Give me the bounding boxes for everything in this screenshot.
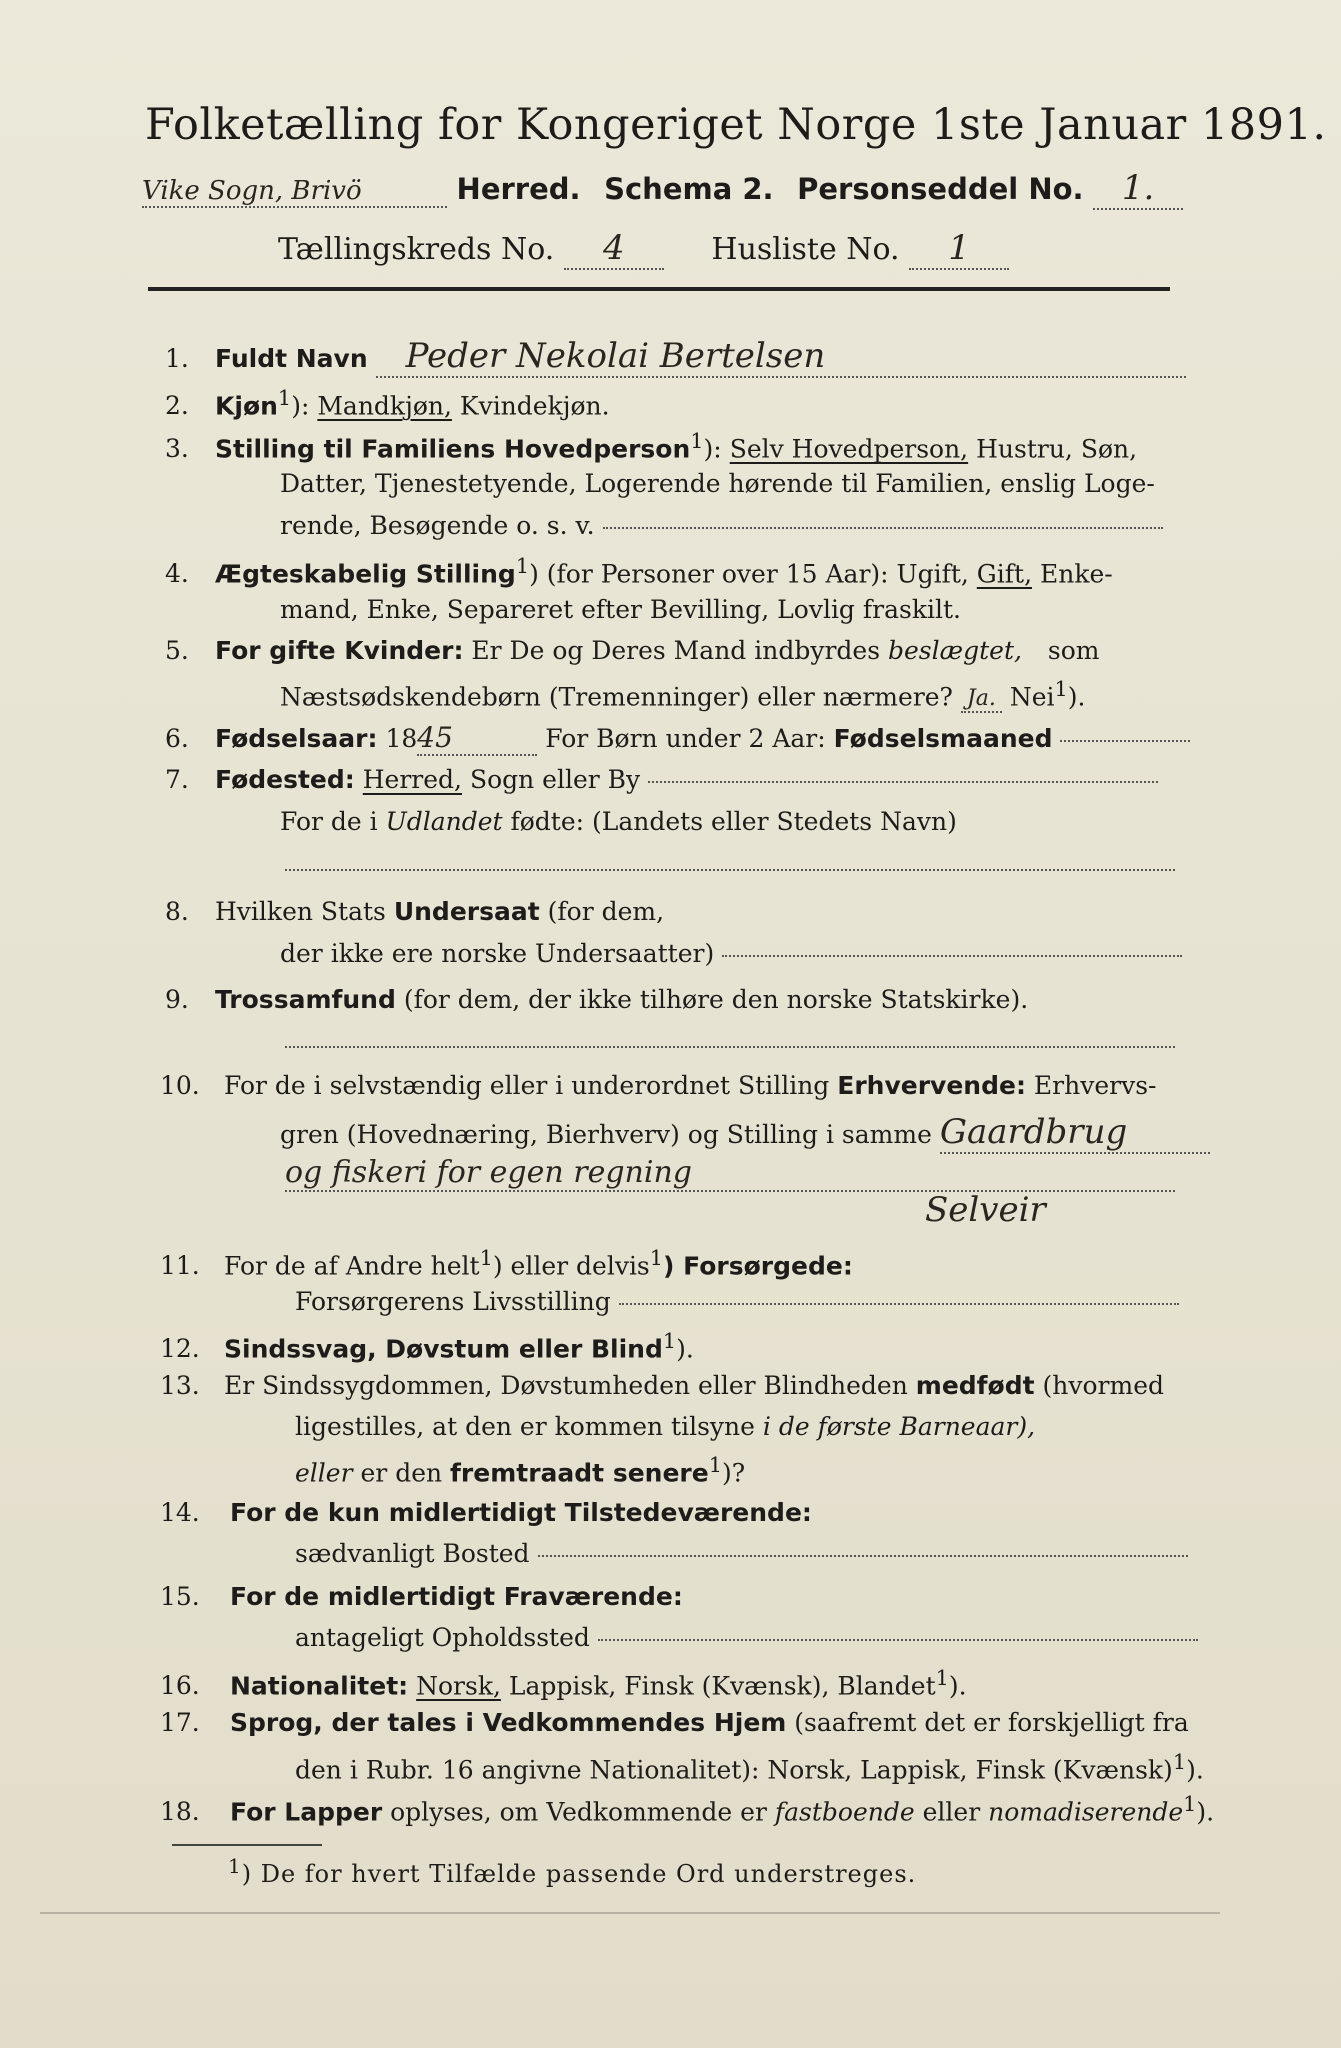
q14-line2-text: sædvanligt Bosted bbox=[295, 1539, 530, 1568]
husliste-value: 1 bbox=[909, 228, 1009, 270]
footnote bbox=[228, 1854, 916, 1888]
q3-options-rest: Hustru, Søn, bbox=[976, 434, 1138, 464]
q7-option-herred: Herred, bbox=[362, 765, 462, 794]
q4-footnote-mark: 1 bbox=[515, 554, 530, 578]
question-8 bbox=[165, 897, 664, 926]
q2-label: Kjøn bbox=[215, 391, 278, 421]
q18-nomadiserende: nomadiserende bbox=[988, 1797, 1184, 1827]
herred-line bbox=[142, 168, 1183, 210]
q4-number: 4. bbox=[165, 559, 189, 589]
q4-label: Ægteskabelig Stilling bbox=[215, 559, 516, 589]
question-6 bbox=[165, 721, 1190, 756]
q13-line3a: eller bbox=[295, 1458, 353, 1488]
q8-number: 8. bbox=[165, 897, 189, 926]
q6-label2: Fødselsmaaned bbox=[833, 724, 1053, 753]
schema-label: Schema 2. bbox=[604, 172, 774, 206]
q10-value-gaardbrug: Gaardbrug bbox=[940, 1112, 1210, 1154]
q13-line2a: ligestilles, at den er kommen tilsyne bbox=[295, 1412, 755, 1441]
question-5 bbox=[165, 636, 1100, 665]
q14-label: For de kun midlertidigt Tilstedeværende: bbox=[230, 1498, 812, 1527]
question-7 bbox=[165, 765, 1158, 794]
bottom-fold-line bbox=[40, 1912, 1220, 1914]
q4-text: ) (for Personer over 15 Aar): Ugift, bbox=[529, 559, 969, 589]
q18-fastboende: fastboende bbox=[774, 1797, 915, 1827]
q15-number: 15. bbox=[160, 1582, 200, 1611]
q16-end: ). bbox=[948, 1671, 967, 1701]
q17-label: Sprog, der tales i Vedkommendes Hjem bbox=[230, 1708, 787, 1737]
q11-footnote-mark-1: 1 bbox=[479, 1246, 493, 1270]
q4-option-gift: Gift, bbox=[976, 559, 1033, 589]
q10-text1: For de i selvstændig eller i underordnet Stilling bbox=[224, 1071, 830, 1100]
q11-label: ) Forsørgede: bbox=[663, 1251, 853, 1281]
q7-line2b: fødte: (Landets eller Stedets Navn) bbox=[510, 807, 957, 836]
q1-number: 1. bbox=[165, 344, 189, 373]
q16-footnote-mark: 1 bbox=[935, 1666, 949, 1690]
kreds-line bbox=[278, 228, 1009, 270]
q3-footnote-mark: 1 bbox=[690, 429, 704, 453]
q14-line2 bbox=[295, 1539, 1188, 1568]
q13-label: medfødt bbox=[915, 1371, 1035, 1400]
q10-line2-text: gren (Hovednæring, Bierhverv) og Stilling i samme bbox=[280, 1120, 932, 1149]
q8-text: Hvilken Stats bbox=[215, 897, 386, 926]
q18-text1: oplyses, om Vedkommende er bbox=[390, 1797, 767, 1827]
question-3 bbox=[165, 429, 1137, 463]
q13-label2: fremtraadt senere bbox=[450, 1458, 709, 1488]
q3-label: Stilling til Familiens Hovedperson bbox=[215, 434, 691, 464]
q16-option-norsk: Norsk, bbox=[416, 1671, 501, 1701]
personseddel-label: Personseddel No. bbox=[797, 172, 1084, 206]
question-12 bbox=[160, 1329, 694, 1363]
q13-number: 13. bbox=[160, 1371, 200, 1400]
q6-text2: For Børn under 2 Aar: bbox=[545, 724, 826, 753]
q11-line2-text: Forsørgerens Livsstilling bbox=[295, 1287, 611, 1316]
q9-label: Trossamfund bbox=[215, 985, 396, 1014]
herred-value: Vike Sogn, Brivö bbox=[142, 176, 447, 208]
q7-label: Fødested: bbox=[215, 765, 355, 794]
kreds-label: Tællingskreds No. bbox=[278, 232, 555, 267]
question-13 bbox=[160, 1371, 1164, 1400]
q17-end: ). bbox=[1186, 1755, 1204, 1785]
q9-text: (for dem, der ikke tilhøre den norske Statskirke). bbox=[403, 985, 1029, 1014]
q15-label: For de midlertidigt Fraværende: bbox=[230, 1582, 683, 1611]
q15-line2 bbox=[295, 1623, 1198, 1652]
q5-footnote-mark: 1 bbox=[1054, 677, 1068, 701]
q10-value-selveir: Selveir bbox=[925, 1190, 1046, 1230]
question-16 bbox=[160, 1666, 967, 1700]
q13-end: )? bbox=[721, 1458, 746, 1488]
q2-option-mandkjon: Mandkjøn, bbox=[317, 391, 452, 421]
q5-end: ). bbox=[1067, 682, 1086, 712]
q10-number: 10. bbox=[160, 1071, 200, 1100]
question-10 bbox=[160, 1071, 1156, 1100]
q12-label: Sindssvag, Døvstum eller Blind bbox=[224, 1334, 663, 1364]
q7-rest: Sogn eller By bbox=[469, 765, 641, 794]
question-18 bbox=[160, 1792, 1214, 1826]
header-rule bbox=[148, 287, 1170, 291]
q10-label: Erhvervende: bbox=[837, 1071, 1026, 1100]
q16-number: 16. bbox=[160, 1671, 200, 1701]
q5-text: Er De og Deres Mand indbyrdes bbox=[471, 636, 881, 665]
q5-label: For gifte Kvinder: bbox=[215, 636, 464, 665]
personseddel-value: 1. bbox=[1093, 168, 1183, 210]
form-title: Folketælling for Kongeriget Norge 1ste Januar 1891. bbox=[145, 100, 1327, 150]
kreds-value: 4 bbox=[564, 228, 664, 270]
q6-dotted-line bbox=[1060, 739, 1190, 742]
q8-line2 bbox=[280, 939, 1182, 968]
q13-line2b: i de første Barneaar), bbox=[762, 1412, 1036, 1441]
question-9 bbox=[165, 985, 1028, 1014]
q17-line2 bbox=[295, 1750, 1204, 1784]
q9-number: 9. bbox=[165, 985, 189, 1014]
herred-label: Herred. bbox=[456, 172, 581, 206]
q8-dotted-line bbox=[722, 954, 1182, 957]
q3-number: 3. bbox=[165, 434, 189, 464]
q13-line2 bbox=[295, 1412, 1035, 1441]
q8-text2: (for dem, bbox=[547, 897, 665, 926]
question-11 bbox=[160, 1246, 853, 1280]
q18-label: For Lapper bbox=[230, 1797, 383, 1827]
q12-end: ). bbox=[676, 1334, 694, 1364]
q16-rest: Lappisk, Finsk (Kvænsk), Blandet bbox=[508, 1671, 936, 1701]
q13-text2: (hvormed bbox=[1042, 1371, 1165, 1400]
q18-text2: eller bbox=[922, 1797, 981, 1827]
q3-colon: ): bbox=[703, 434, 722, 464]
q3-line3 bbox=[280, 511, 1163, 540]
q13-line3b: er den bbox=[360, 1458, 443, 1488]
q4-line2: mand, Enke, Separeret efter Bevilling, Lovlig fraskilt. bbox=[280, 595, 961, 624]
footnote-text: ) De for hvert Tilfælde passende Ord understreges. bbox=[241, 1860, 917, 1888]
q17-footnote-mark: 1 bbox=[1172, 1750, 1187, 1774]
q5-nei: Nei bbox=[1009, 682, 1055, 712]
q5-beslaegtet: beslægtet, bbox=[888, 636, 1022, 665]
question-17 bbox=[160, 1708, 1189, 1737]
q12-footnote-mark: 1 bbox=[662, 1329, 677, 1353]
q13-text1: Er Sindssygdommen, Døvstumheden eller Blindheden bbox=[224, 1371, 908, 1400]
q1-value: Peder Nekolai Bertelsen bbox=[376, 336, 1186, 378]
q13-line3 bbox=[295, 1453, 745, 1487]
q11-number: 11. bbox=[160, 1251, 200, 1281]
q10-line2 bbox=[280, 1112, 1210, 1154]
footnote-mark: 1 bbox=[228, 1854, 242, 1878]
question-2 bbox=[165, 386, 610, 420]
q7-line2a: For de i bbox=[280, 807, 378, 836]
q3-line2: Datter, Tjenestetyende, Logerende hørende til Familien, enslig Loge- bbox=[280, 469, 1155, 498]
q6-number: 6. bbox=[165, 724, 189, 753]
q18-end: ). bbox=[1196, 1797, 1215, 1827]
q8-line2-text: der ikke ere norske Undersaatter) bbox=[280, 939, 715, 968]
q2-number: 2. bbox=[165, 391, 189, 421]
q2-option-kvindekjon: Kvindekjøn. bbox=[459, 391, 610, 421]
question-1 bbox=[165, 336, 1186, 378]
q3-line3-text: rende, Besøgende o. s. v. bbox=[280, 511, 595, 540]
q17-text: (saafremt det er forskjelligt fra bbox=[794, 1708, 1189, 1737]
q11-line2 bbox=[295, 1287, 1179, 1316]
q7-number: 7. bbox=[165, 765, 189, 794]
q11-text2: ) eller delvis bbox=[492, 1251, 650, 1281]
q11-footnote-mark-2: 1 bbox=[649, 1246, 664, 1270]
q7-line2 bbox=[280, 807, 957, 836]
q10-text2: Erhvervs- bbox=[1033, 1071, 1157, 1100]
q17-line2-text: den i Rubr. 16 angivne Nationalitet): Norsk, Lappisk, Finsk (Kvænsk) bbox=[295, 1755, 1173, 1785]
q6-label: Fødselsaar: bbox=[215, 724, 378, 753]
question-4 bbox=[165, 554, 1113, 588]
q3-dotted-line bbox=[603, 526, 1163, 529]
q15-line2-text: antageligt Opholdssted bbox=[295, 1623, 590, 1652]
q10-line4 bbox=[925, 1190, 1046, 1230]
q15-dotted-line bbox=[598, 1638, 1198, 1641]
q4-rest: Enke- bbox=[1039, 559, 1113, 589]
q1-label: Fuldt Navn bbox=[215, 344, 368, 373]
q3-option-selv: Selv Hovedperson, bbox=[729, 434, 969, 464]
q5-line2-text: Næstsødskendebørn (Tremenninger) eller nærmere? bbox=[280, 682, 953, 712]
q13-footnote-mark: 1 bbox=[708, 1453, 722, 1477]
q14-number: 14. bbox=[160, 1498, 200, 1527]
q5-number: 5. bbox=[165, 636, 189, 665]
question-14 bbox=[160, 1498, 812, 1527]
q6-prefix: 18 bbox=[385, 724, 418, 753]
q5-answer: Ja. bbox=[961, 686, 1002, 713]
q5-som: som bbox=[1047, 636, 1100, 665]
q6-value: 45 bbox=[417, 721, 537, 756]
q10-value-fiskeri: og fiskeri for egen regning bbox=[285, 1155, 1175, 1192]
q7-udlandet: Udlandet bbox=[385, 807, 503, 836]
q2-colon: ): bbox=[291, 391, 310, 421]
q17-number: 17. bbox=[160, 1708, 200, 1737]
husliste-label: Husliste No. bbox=[711, 232, 900, 267]
q10-line3 bbox=[285, 1155, 1175, 1192]
q7-dotted-line bbox=[648, 780, 1158, 783]
q11-dotted-line bbox=[619, 1302, 1179, 1305]
q14-dotted-line bbox=[538, 1554, 1188, 1557]
footnote-rule bbox=[172, 1844, 322, 1846]
q9-blank-line bbox=[285, 1045, 1175, 1048]
q18-number: 18. bbox=[160, 1797, 200, 1827]
question-15 bbox=[160, 1582, 683, 1611]
q11-text1: For de af Andre helt bbox=[224, 1251, 480, 1281]
q18-footnote-mark: 1 bbox=[1183, 1792, 1197, 1816]
q8-label: Undersaat bbox=[393, 897, 540, 926]
q12-number: 12. bbox=[160, 1334, 200, 1364]
q16-label: Nationalitet: bbox=[230, 1671, 409, 1701]
q2-footnote-mark: 1 bbox=[277, 386, 292, 410]
q7-blank-line bbox=[285, 868, 1175, 871]
q5-line2 bbox=[280, 677, 1085, 711]
